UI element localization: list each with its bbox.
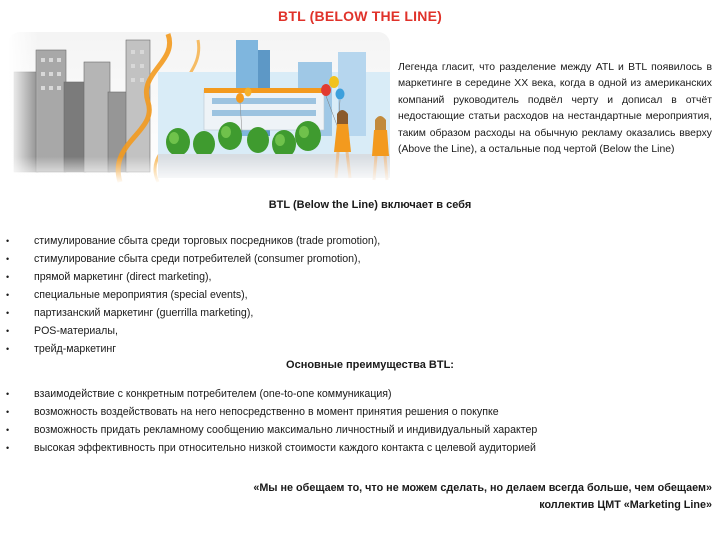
bullet-icon: • [6,254,10,264]
bullet-icon: • [6,308,10,318]
bullet-icon: • [6,407,10,417]
advantages-heading: Основные преимущества BTL: [286,359,454,371]
includes-list [6,232,380,358]
list-item-text: возможность воздействовать на него непосредственно в момент принятия решения о покупке [34,406,499,418]
list-item-text: трейд-маркетинг [34,343,117,355]
bullet-icon: • [6,326,10,336]
list-item [6,304,380,322]
bullet-icon: • [6,344,10,354]
bullet-icon: • [6,236,10,246]
list-item-text: прямой маркетинг (direct marketing), [34,271,212,283]
page-title: BTL (BELOW THE LINE) [278,8,442,24]
list-item-text: специальные мероприятия (special events), [34,289,248,301]
list-item-text: партизанский маркетинг (guerrilla marketing), [34,307,254,319]
list-item-text: высокая эффективность при относительно низкой стоимости каждого контакта с целевой аудиторией [34,442,536,454]
bullet-icon: • [6,272,10,282]
quote-text: «Мы не обещаем то, что не можем сделать, но делаем всегда больше, чем обещаем» [253,482,712,494]
list-item [6,250,380,268]
city-illustration [8,32,390,184]
list-item-text: возможность придать рекламному сообщению максимально личностный и индивидуальный характер [34,424,538,436]
list-item-text: стимулирование сбыта среди торговых посредников (trade promotion), [34,235,381,247]
list-item-text: POS-материалы, [34,325,118,337]
bullet-icon: • [6,425,10,435]
bullet-icon: • [6,389,10,399]
quote-author: коллектив ЦМТ «Marketing Line» [539,499,712,511]
list-item [6,439,537,457]
list-item [6,385,537,403]
list-item-text: стимулирование сбыта среди потребителей (consumer promotion), [34,253,361,265]
bullet-icon: • [6,290,10,300]
bullet-icon: • [6,443,10,453]
list-item [6,286,380,304]
legend-paragraph: Легенда гласит, что разделение между ATL и BTL появилось в маркетинге в середине XX века, когда в одной из американских компаний руководитель подвёл черту и дописал в отчёт недостающие статьи расходов на нестандартные мероприятия, таким образом расходы на обычную рекламу оказались вверху (Above the Line), а остальные под чертой (Below the Line) [398,62,712,156]
list-item [6,340,380,358]
list-item [6,232,380,250]
city-scene-graphic [8,32,390,184]
advantages-list [6,385,537,457]
list-item [6,268,380,286]
list-item [6,421,537,439]
list-item-text: взаимодействие с конкретным потребителем (one-to-one коммуникация) [34,388,392,400]
list-item [6,322,380,340]
list-item [6,403,537,421]
includes-heading: BTL (Below the Line) включает в себя [268,199,472,211]
